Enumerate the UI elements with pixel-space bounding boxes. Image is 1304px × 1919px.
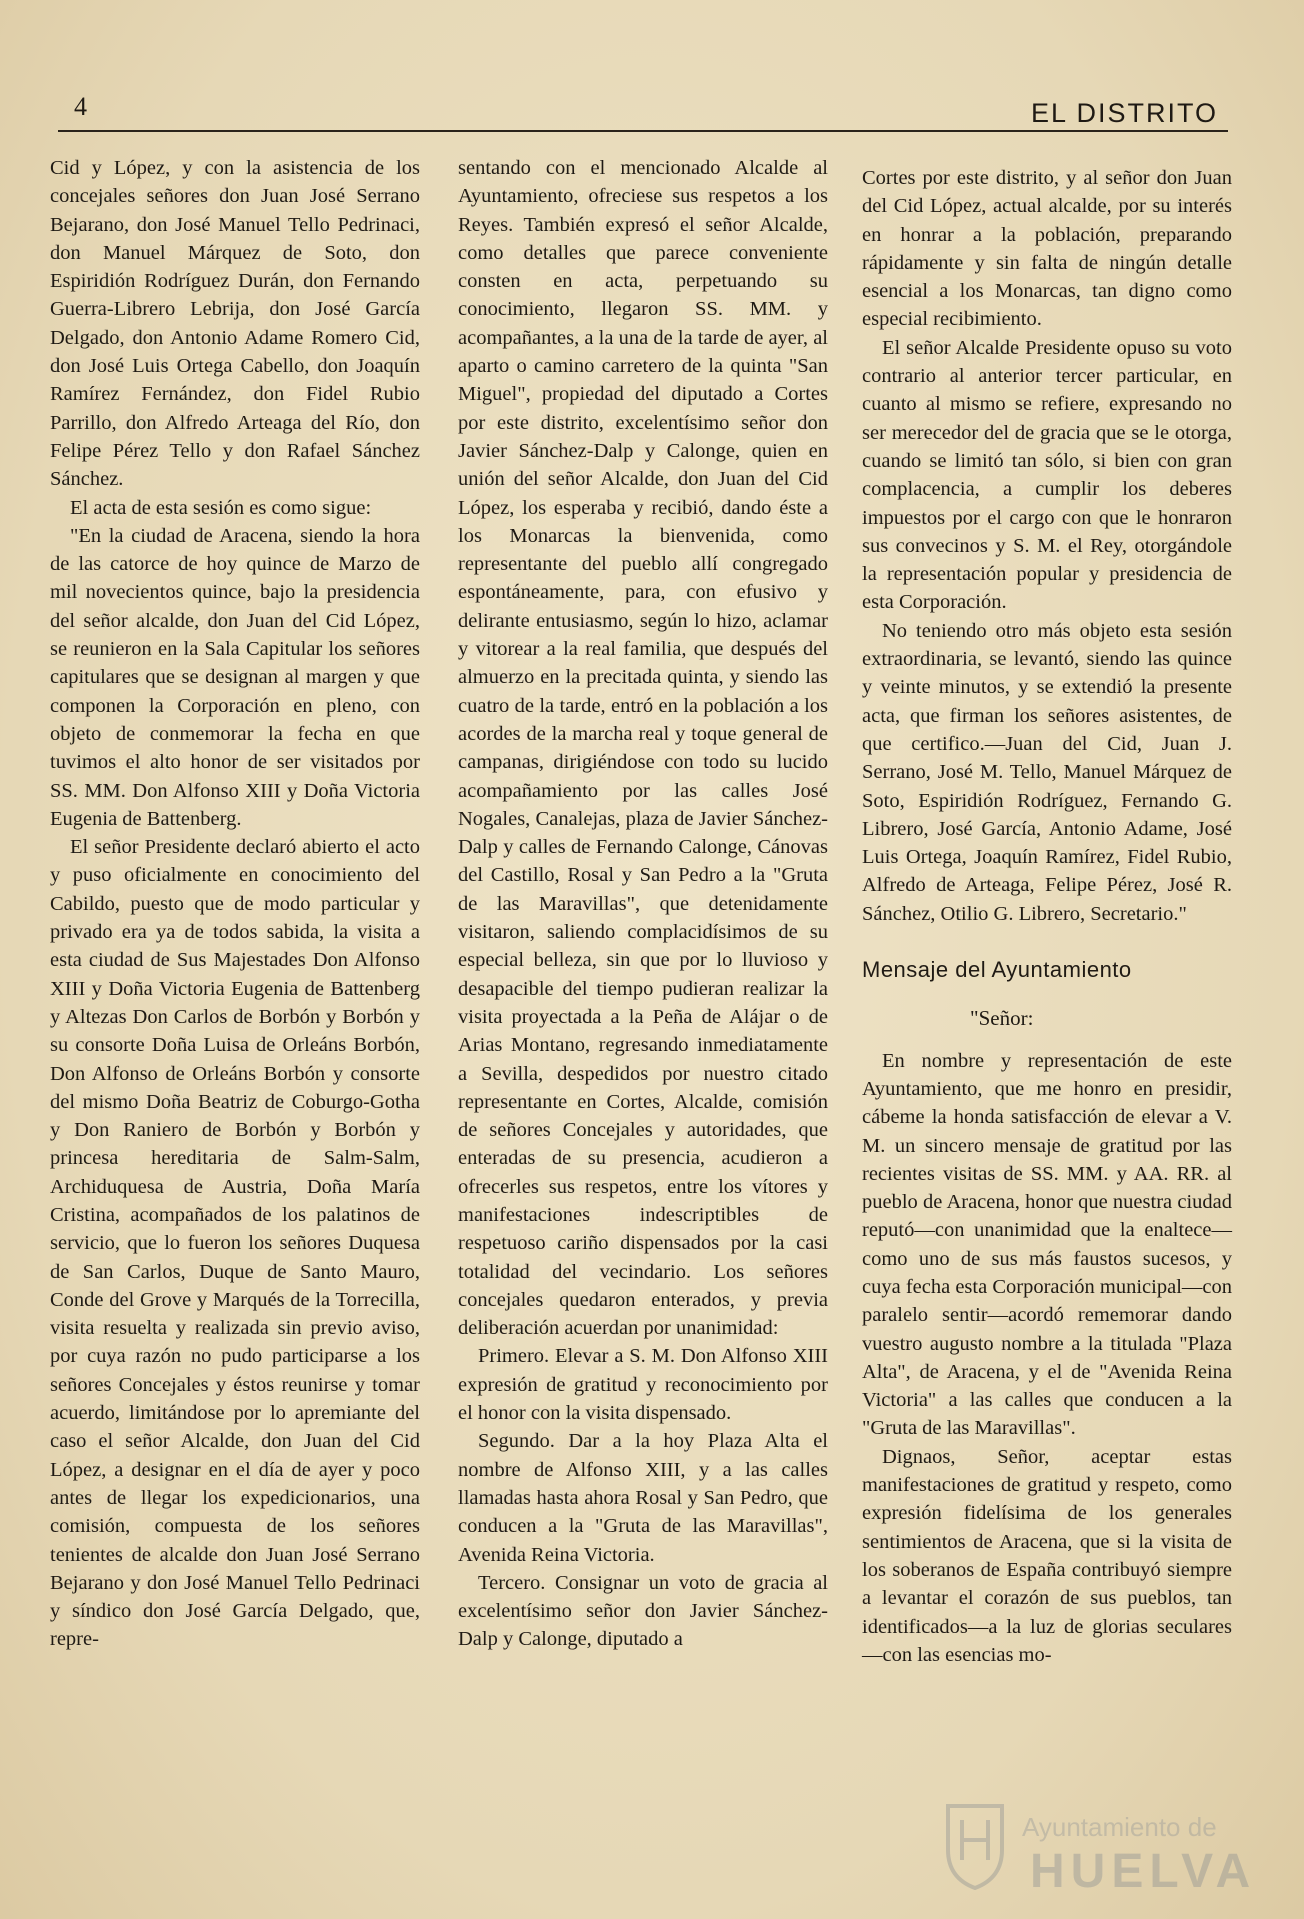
watermark-line-1: Ayuntamiento de	[1022, 1812, 1217, 1842]
watermark-line-2: HUELVA	[1030, 1845, 1257, 1898]
section-title: Mensaje del Ayuntamiento	[862, 957, 1132, 983]
column-2	[458, 154, 828, 1854]
paragraph: No teniendo otro más objeto esta sesión extraordinaria, se levantó, siendo las quince y veinte minutos, y se extendió la presente acta, que firman los señores asistentes, de que certifico.—Juan del Cid, Juan J. Serrano, José M. Tello, Manuel Márquez de Soto, Espiridión Rodríguez, Fernando G. Librero, José García, Antonio Adame, José Luis Ortega, Joaquín Ramírez, Fidel Rubio, Alfredo de Arteaga, Felipe Pérez, José R. Sánchez, Otilio G. Librero, Secretario."	[862, 619, 1232, 925]
paragraph: Tercero. Consignar un voto de gracia al excelentísimo señor don Javier Sánchez-Dalp y Calonge, diputado a	[458, 1571, 828, 1651]
paragraph: El señor Presidente declaró abierto el acto y puso oficialmente en conocimiento del Cabildo, puesto que de modo particular y privado era ya de todos sabida, la visita a esta ciudad de Sus Majestades Don Alfonso XIII y Doña Victoria Eugenia de Battenberg y Altezas Don Carlos de Borbón y Borbón y su consorte Doña Luisa de Orleáns Borbón, Don Alfonso de Orleáns Borbón y consorte del mismo Doña Beatriz de Coburgo-Gotha y Don Raniero de Borbón y Borbón y princesa hereditaria de Salm-Salm, Archiduquesa de Austria, Doña María Cristina, acompañados de los palatinos de servicio, que lo fueron los señores Duquesa de San Carlos, Duque de Santo Mauro, Conde del Grove y Marqués de la Torrecilla, visita resuelta y realizada sin previo aviso, por cuya razón no pudo participarse a los señores Concejales y éstos reunirse y tomar acuerdo, limitándose por lo apremiante del caso el señor Alcalde, don Juan del Cid López, a designar en el día de ayer y poco antes de llegar los expedicionarios, una comisión, compuesta de los señores tenientes de alcalde don Juan José Serrano Bejarano y don José Manuel Tello Pedrinaci y síndico don José García Delgado, que, repre-	[50, 836, 420, 1651]
paragraph: Segundo. Dar a la hoy Plaza Alta el nombre de Alfonso XIII, y a las calles llamadas hasta ahora Rosal y San Pedro, que conducen a la "Gruta de las Maravillas", Avenida Reina Victoria.	[458, 1430, 828, 1566]
paragraph: El acta de esta sesión es como sigue:	[70, 496, 372, 519]
column-3	[862, 164, 1232, 1864]
paragraph: Primero. Elevar a S. M. Don Alfonso XIII expresión de gratitud y reconocimiento por el honor con la visita dispensado.	[458, 1345, 828, 1425]
paragraph: Dignaos, Señor, aceptar estas manifestaciones de gratitud y respeto, como expresión fidelísima de los generales sentimientos de Aracena, que si la visita de los soberanos de España contribuyó siempre a levantar el corazón de sus pueblos, tan identificados—a la luz de glorias seculares—con las esencias mo-	[862, 1445, 1232, 1666]
paragraph: El señor Alcalde Presidente opuso su voto contrario al anterior tercer particular, en cuanto al mismo se refiere, expresando no ser merecedor del de gracia que se le otorga, cuando se limitó tan sólo, si bien con gran complacencia, a cumplir los deberes impuestos por el cargo con que le honraron sus convecinos y S. M. el Rey, otorgándole la representación popular y presidencia de esta Corporación.	[862, 336, 1232, 614]
column-1	[50, 154, 420, 1854]
salutation: "Señor:	[970, 1006, 1034, 1031]
coat-of-arms-icon	[940, 1800, 1010, 1890]
masthead-title: EL DISTRITO	[1030, 98, 1218, 128]
paragraph: En nombre y representación de este Ayuntamiento, que me honro en presidir, cábeme la honda satisfacción de elevar a V. M. un sincero mensaje de gratitud por las recientes visitas de SS. MM. y AA. RR. al pueblo de Aracena, honor que nuestra ciudad reputó—con unanimidad que la enaltece—como uno de sus más faustos sucesos, y cuya fecha esta Corporación municipal—con paralelo sentir—acordó rememorar dando vuestro augusto nombre a la titulada "Plaza Alta", de Aracena, y el de "Avenida Reina Victoria" a las calles que conducen a la "Gruta de las Maravillas".	[862, 1049, 1232, 1440]
archive-watermark	[940, 1800, 1257, 1900]
page-number: 4	[74, 92, 87, 121]
paragraph: Cid y López, y con la asistencia de los concejales señores don Juan José Serrano Bejarano, don José Manuel Tello Pedrinaci, don Manuel Márquez de Soto, don Espiridión Rodríguez Durán, don Fernando Guerra-Librero Lebrija, don José García Delgado, don Antonio Adame Romero Cid, don José Luis Ortega Cabello, don Joaquín Ramírez Fernández, don Fidel Rubio Parrillo, don Alfredo Arteaga del Río, don Felipe Pérez Tello y don Rafael Sánchez Sánchez.	[50, 157, 420, 491]
paragraph: "En la ciudad de Aracena, siendo la hora de las catorce de hoy quince de Marzo de mil novecientos quince, bajo la presidencia del señor alcalde, don Juan del Cid López, se reunieron en la Sala Capitular los señores capitulares que se designan al margen y que componen la Corporación en pleno, con objeto de conmemorar la fecha en que tuvimos el alto honor de ser visitados por SS. MM. Don Alfonso XIII y Doña Victoria Eugenia de Battenberg.	[50, 524, 420, 830]
paragraph: Cortes por este distrito, y al señor don Juan del Cid López, actual alcalde, por su interés en honrar a la población, preparando rápidamente y sin falta de ningún detalle esencial a los Monarcas, tan digno como especial recibimiento.	[862, 167, 1232, 331]
page-header	[58, 92, 1228, 132]
paragraph: sentando con el mencionado Alcalde al Ayuntamiento, ofreciese sus respetos a los Reyes. También expresó el señor Alcalde, como detalles que parece conveniente consten en acta, perpetuando su conocimiento, llegaron SS. MM. y acompañantes, a la una de la tarde de ayer, al aparto o camino carretero de la quinta "San Miguel", propiedad del diputado a Cortes por este distrito, excelentísimo señor don Javier Sánchez-Dalp y Calonge, quien en unión del señor Alcalde, don Juan del Cid López, los esperaba y recibió, dando éste a los Monarcas la bienvenida, como representante del pueblo allí congregado espontáneamente, para, con efusivo y delirante entusiasmo, según lo hizo, aclamar y vitorear a la real familia, que después del almuerzo en la precitada quinta, y siendo las cuatro de la tarde, entró en la población a los acordes de la marcha real y toque general de campanas, dirigiéndose con todo su lucido acompañamiento por las calles José Nogales, Canalejas, plaza de Javier Sánchez-Dalp y calles de Fernando Calonge, Cánovas del Castillo, Rosal y San Pedro a la "Gruta de las Maravillas", que detenidamente visitaron, saliendo complacidísimos de su especial belleza, sin que por lo lluvioso y desapacible del tiempo pudieran realizar la visita proyectada a la Peña de Alájar o de Arias Montano, regresando inmediatamente a Sevilla, despedidos por nuestro citado representante en Cortes, Alcalde, comisión de señores Concejales y autoridades, que enteradas de su presencia, acudieron a ofrecerles sus respetos, entre los vítores y manifestaciones indescriptibles de respetuoso cariño dispensados por la casi totalidad del vecindario. Los señores concejales quedaron enterados, y previa deliberación acuerdan por unanimidad:	[458, 157, 828, 1340]
